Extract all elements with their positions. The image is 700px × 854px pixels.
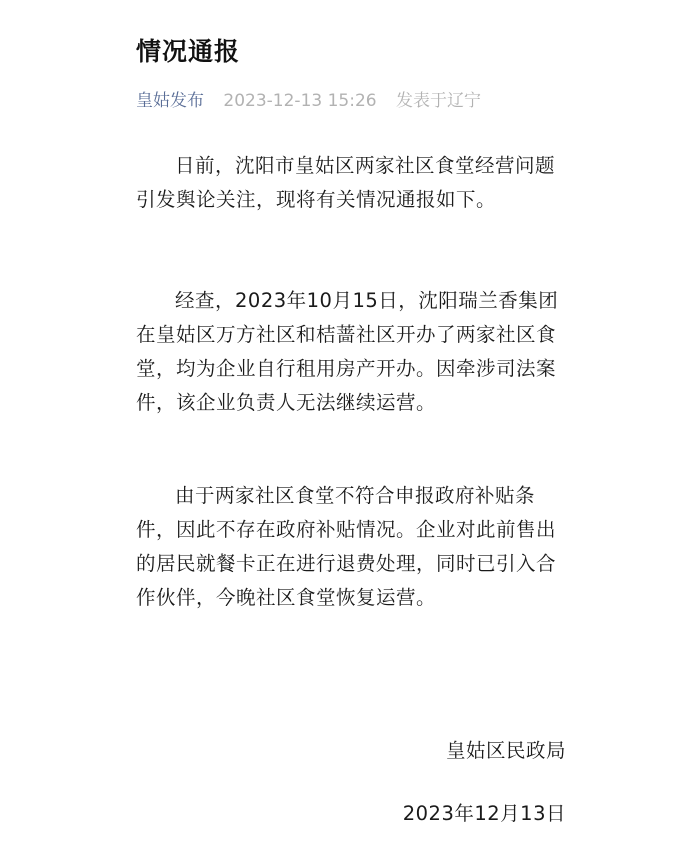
- article-meta: [136, 86, 481, 111]
- paragraph-investigation: 经查，2023年10月15日，沈阳瑞兰香集团在皇姑区万方社区和桔蔷社区开办了两家社区食堂，均为企业自行租用房产开办。因牵涉司法案件，该企业负责人无法继续运营。: [136, 289, 559, 414]
- paragraph-resolution: 由于两家社区食堂不符合申报政府补贴条件，因此不存在政府补贴情况。企业对此前售出的居民就餐卡正在进行退费处理，同时已引入合作伙伴，今晚社区食堂恢复运营。: [136, 484, 557, 609]
- paragraph-intro: 日前，沈阳市皇姑区两家社区食堂经营问题引发舆论关注，现将有关情况通报如下。: [136, 154, 556, 211]
- signature-date: 2023年12月13日: [402, 802, 566, 825]
- publish-location: 发表于辽宁: [396, 91, 482, 111]
- publish-datetime: 2023-12-13 15:26: [223, 91, 377, 111]
- article-title: 情况通报: [136, 37, 241, 66]
- source-link[interactable]: 皇姑发布: [136, 91, 204, 111]
- signature-organization: 皇姑区民政局: [445, 739, 566, 762]
